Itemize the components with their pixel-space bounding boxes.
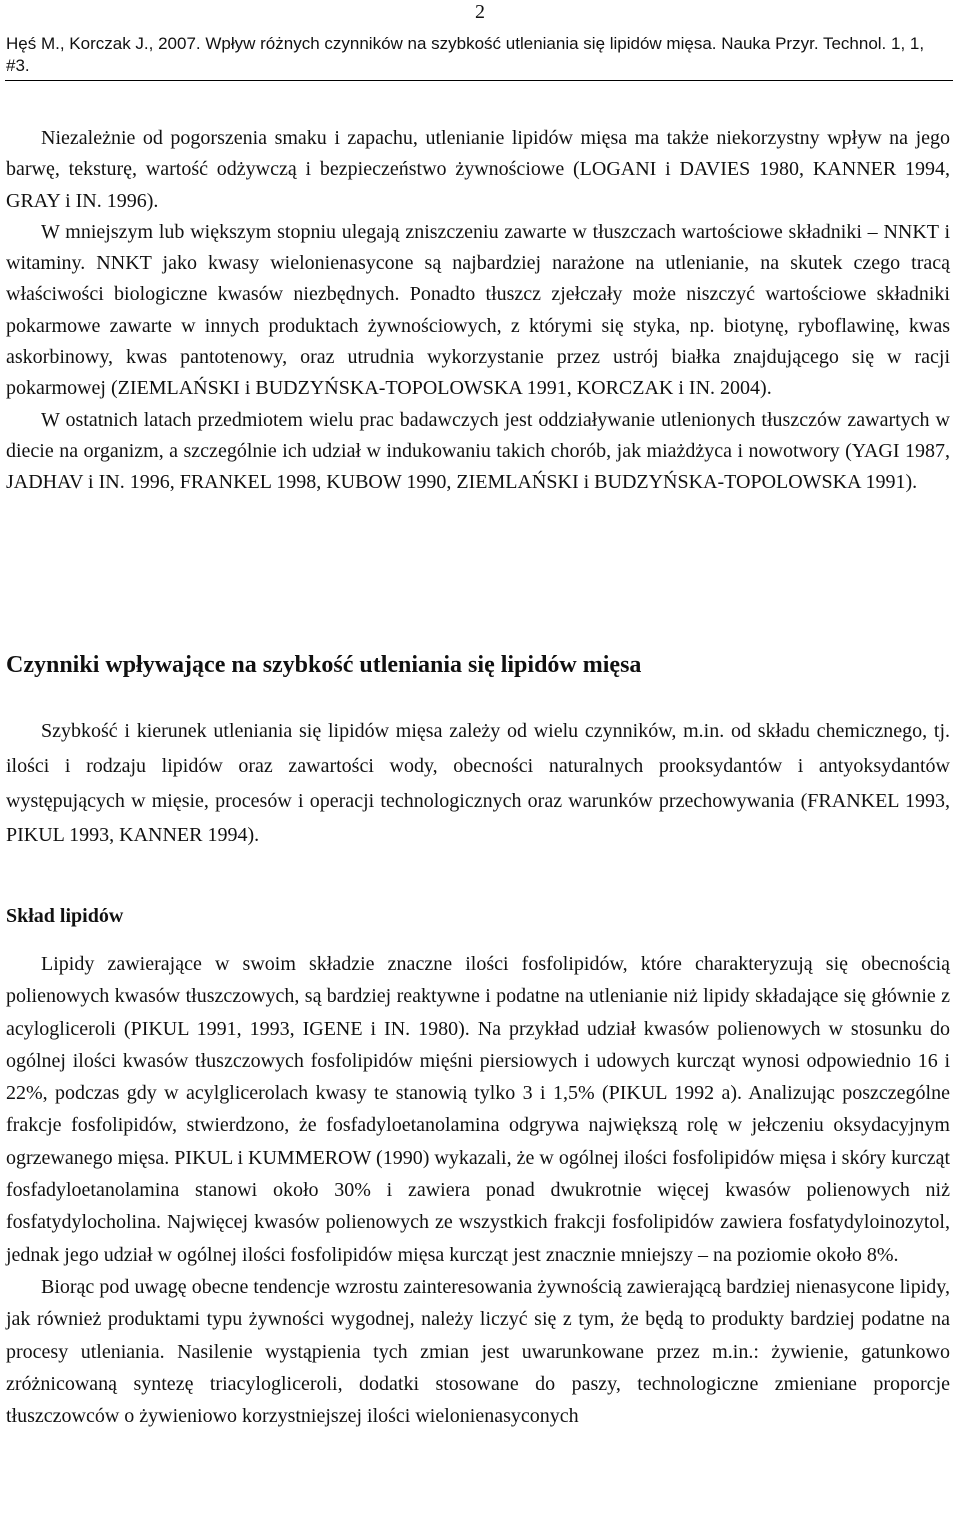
intro-paragraph-1: Niezależnie od pogorszenia smaku i zapachu, utlenianie lipidów mięsa ma także niekorzystny wpływ na jego barwę, teksturę, wartość odżywczą i bezpieczeństwo żywnościowe (LOGANI i DAVIES 1980, KANNER 1994, GRAY i IN. 1996).	[6, 127, 950, 212]
intro-block	[6, 123, 950, 499]
intro-paragraph-3: W ostatnich latach przedmiotem wielu prac badawczych jest oddziaływanie utlenionych tłuszczów zawartych w diecie na organizm, a szczególnie ich udział w indukowaniu takich chorób, jak miażdżyca i nowotwory (YAGI 1987, JADHAV i IN. 1996, FRANKEL 1998, KUBOW 1990, ZIEMLAŃSKI i BUDZYŃSKA-TOPOLOWSKA 1991).	[6, 408, 950, 494]
lipid-paragraph-2: Biorąc pod uwagę obecne tendencje wzrostu zainteresowania żywnością zawierającą bardziej nienasycone lipidy, jak również produktami typu żywności wygodnej, należy liczyć się z tym, że będą to produkty bardziej podatne na procesy utleniania. Nasilenie wystąpienia tych zmian jest uwarunkowane przez m.in.: żywienie, gatunkowo zróżnicowaną syntezę triacylogliceroli, dodatki stosowane do paszy, technologiczne zmieniane proporcje tłuszczowców o żywieniowo korzystniejszej ilości wielonienasyconych	[6, 1275, 950, 1428]
header-rule	[5, 80, 953, 81]
intro-paragraph-2: W mniejszym lub większym stopniu ulegają zniszczeniu zawarte w tłuszczach wartościowe składniki – NNKT i witaminy. NNKT jako kwasy wielonienasycone są najbardziej narażone na utlenianie, na skutek czego tracą właściwości biologiczne kwasów niezbędnych. Ponadto tłuszcz zjełczały może niszczyć wartościowe składniki pokarmowe zawarte w innych produktach żywnościowych, z którymi się styka, np. biotynę, ryboflawinę, kwas askorbinowy, kwas pantotenowy, oraz utrudnia wykorzystanie przez ustrój białka znajdującego się w racji pokarmowej (ZIEMLAŃSKI i BUDZYŃSKA-TOPOLOWSKA 1991, KORCZAK i IN. 2004).	[6, 220, 950, 400]
factors-block	[6, 714, 950, 853]
section-heading-factors: Czynniki wpływające na szybkość utleniania się lipidów mięsa	[6, 652, 642, 678]
section-heading-lipid-composition: Skład lipidów	[6, 905, 124, 927]
lipid-paragraph-1: Lipidy zawierające w swoim składzie znaczne ilości fosfolipidów, które charakteryzują się obecnością polienowych kwasów tłuszczowych, są bardziej reaktywne i podatne na utlenianie niż lipidy składające się głównie z acylogliceroli (PIKUL 1991, 1993, IGENE i IN. 1980). Na przykład udział kwasów polienowych w stosunku do ogólnej ilości kwasów tłuszczowych fosfolipidów mięśni piersiowych i udowych kurcząt wynosi odpowiednio 16 i 22%, podczas gdy w acylglicerolach kwasy te stanowią tylko 3 i 1,5% (PIKUL 1992 a). Analizując poszczególne frakcje fosfolipidów, stwierdzono, że fosfadyloetanolamina odgrywa największą rolę w jełczeniu oksydacyjnym ogrzewanego mięsa. PIKUL i KUMMEROW (1990) wykazali, że w ogólnej ilości fosfolipidów mięsa i skóry kurcząt fosfadyloetanolamina stanowi około 30% i zawiera ponad dwukrotnie więcej kwasów polienowych niż fosfatydylocholina. Najwięcej kwasów polienowych ze wszystkich frakcji fosfolipidów zawiera fosfatydyloinozytol, jednak jego udział w ogólnej ilości fosfolipidów mięsa kurcząt jest znacznie mniejszy – na poziomie około 8%.	[6, 953, 950, 1266]
factors-paragraph-1: Szybkość i kierunek utleniania się lipidów mięsa zależy od wielu czynników, m.in. od składu chemicznego, tj. ilości i rodzaju lipidów oraz zawartości wody, obecności naturalnych prooksydantów i antyoksydantów występujących w mięsie, procesów i operacji technologicznych oraz warunków przechowywania (FRANKEL 1993, PIKUL 1993, KANNER 1994).	[6, 720, 950, 847]
page-number: 2	[475, 1, 485, 23]
lipid-composition-block	[6, 948, 950, 1432]
running-head: Hęś M., Korczak J., 2007. Wpływ różnych czynników na szybkość utleniania się lipidów mięsa. Nauka Przyr. Technol. 1, 1, #3.	[6, 34, 925, 75]
